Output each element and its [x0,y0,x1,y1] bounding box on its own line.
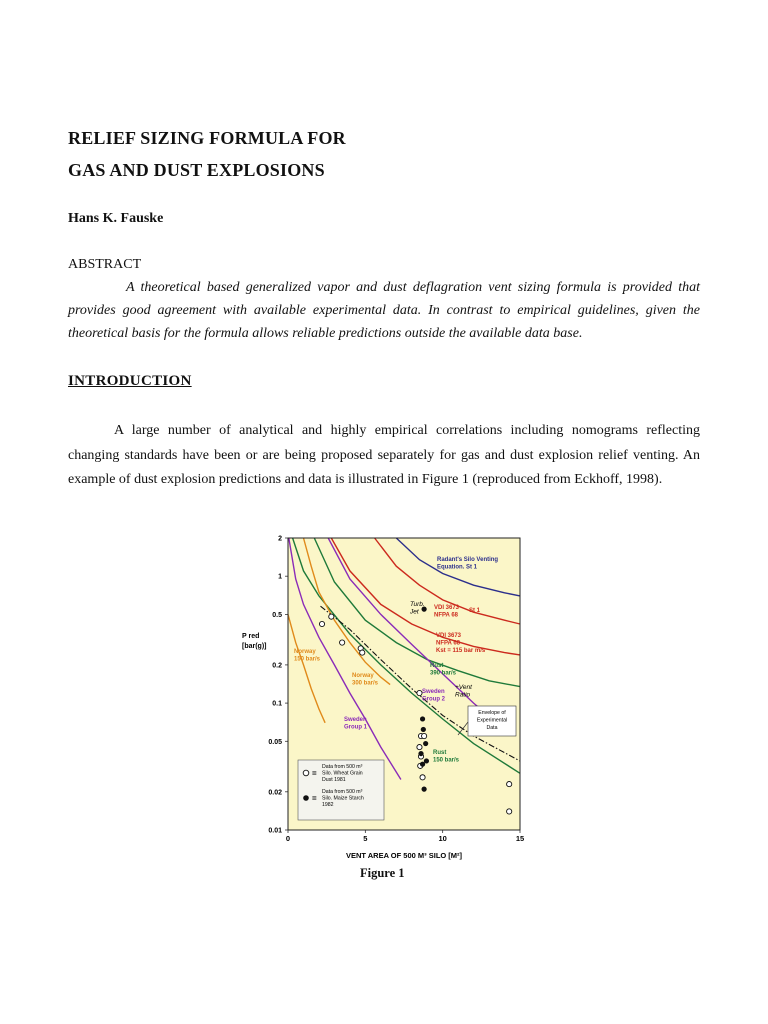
data-point-filled [421,727,426,732]
legend-open-marker [303,770,309,776]
y-tick-label: 1 [278,573,282,581]
label-st1: St 1 [469,608,481,614]
label-sweden-2-line-1: Sweden [422,689,445,695]
legend-filled-text-line-3: 1982 [322,802,334,808]
label-sweden-1-line-2: Group 1 [344,724,368,731]
data-point-open [360,650,365,655]
label-envelope-line-2: Experimental [476,717,508,724]
data-point-filled [420,716,425,721]
legend-open-text-line-2: Silo. Wheat Grain [322,770,363,777]
y-tick-label: 0.5 [272,611,282,619]
data-point-open [420,775,425,780]
explosion-vent-chart [240,530,540,860]
label-radant-line-2: Equation. St 1 [437,564,478,571]
legend-open-equals: = [312,769,317,778]
data-point-filled [423,741,428,746]
y-axis-title-line-2: [bar(g)] [242,643,267,650]
legend-filled-marker [303,795,309,801]
y-tick-label: 0.2 [272,662,282,670]
y-tick-label: 0.1 [272,700,282,708]
figure-1 [240,530,540,860]
label-vdi-kst-line-2: NFPA 68 [436,640,461,647]
label-rust-150-line-1: Rust [433,750,447,756]
label-radant-line-1: Radant's Silo Venting [437,557,499,563]
label-rust-390-line-1: Rust [430,663,444,669]
label-turb-jet-line-2: Jet [410,608,419,616]
label-vdi-st1-line-1: VDI 3673 [434,605,460,611]
label-vdi-st1-line-2: NFPA 68 [434,612,459,619]
data-point-open [319,621,324,626]
data-point-open [417,745,422,750]
data-point-open [329,614,334,619]
legend-filled-text-line-1: Data from 500 m³ [322,789,363,795]
title-line-2: GAS AND DUST EXPLOSIONS [68,160,325,180]
label-norway-300-line-1: Norway [352,673,374,679]
data-point-filled [420,762,425,767]
x-axis-title: VENT AREA OF 500 M³ SILO [M²] [345,851,463,860]
x-tick-label: 5 [363,834,368,843]
figure-caption: Figure 1 [360,866,405,880]
label-norway-150-line-1: Norway [294,649,316,655]
label-vdi-kst-line-3: Kst = 115 bar m/s [436,648,486,654]
abstract-heading: ABSTRACT [68,257,142,272]
legend-filled-equals: = [312,794,317,803]
title-line-1: RELIEF SIZING FORMULA FOR [68,128,346,148]
label-envelope-line-1: Envelope of [478,710,506,716]
data-point-open [507,809,512,814]
data-point-filled [418,751,423,756]
introduction-text: A large number of analytical and highly empirical correlations including nomograms reflecting changing standards have been or are being proposed separately for gas and dust explosion relief venting. An example of dust explosion predictions and data is illustrated in Figure 1 (reproduced from Eckhoff, 1998). [68,423,700,487]
legend-open-text-line-1: Data from 500 m³ [322,764,363,770]
y-tick-label: 0.05 [268,738,282,746]
label-vent-ratio-line-2: Ratio [455,691,471,699]
y-tick-label: 0.01 [268,827,282,835]
label-vent-ratio-line-1: +Vent [455,684,472,691]
label-sweden-1-line-1: Sweden [344,717,367,723]
x-tick-label: 0 [285,834,291,843]
label-rust-150-line-2: 150 bar/s [433,757,460,764]
author-name: Hans K. Fauske [68,211,164,226]
y-tick-label: 0.02 [268,789,282,797]
label-norway-300-line-2: 300 bar/s [352,680,379,687]
data-point-filled [422,787,427,792]
y-axis-title-line-1: P red [242,633,260,640]
label-turb-jet-line-1: Turb. [410,601,425,608]
data-point-open [340,640,345,645]
label-envelope-line-3: Data [486,725,498,731]
data-point-open [507,781,512,786]
legend-filled-text-line-2: Silo. Maize Starch [322,795,364,802]
abstract-text: A theoretical based generalized vapor and dust deflagration vent sizing formula is provided that provides good agreement with available experimental data. In contrast to empirical guidelines, given the theoretical basis for the formula allows reliable predictions outside the available data base. [68,280,700,341]
x-tick-label: 10 [438,834,447,843]
y-tick-label: 2 [278,535,282,543]
data-point-open [422,733,427,738]
introduction-heading: INTRODUCTION [68,373,192,389]
label-sweden-2-line-2: Group 2 [422,696,446,703]
x-tick-label: 15 [515,834,525,843]
legend-open-text-line-3: Dust 1981 [322,777,346,783]
label-vdi-kst-line-1: VDI 3673 [436,633,462,639]
label-norway-150-line-2: 150 bar/s [294,656,321,663]
label-rust-390-line-2: 390 bar/s [430,670,457,677]
